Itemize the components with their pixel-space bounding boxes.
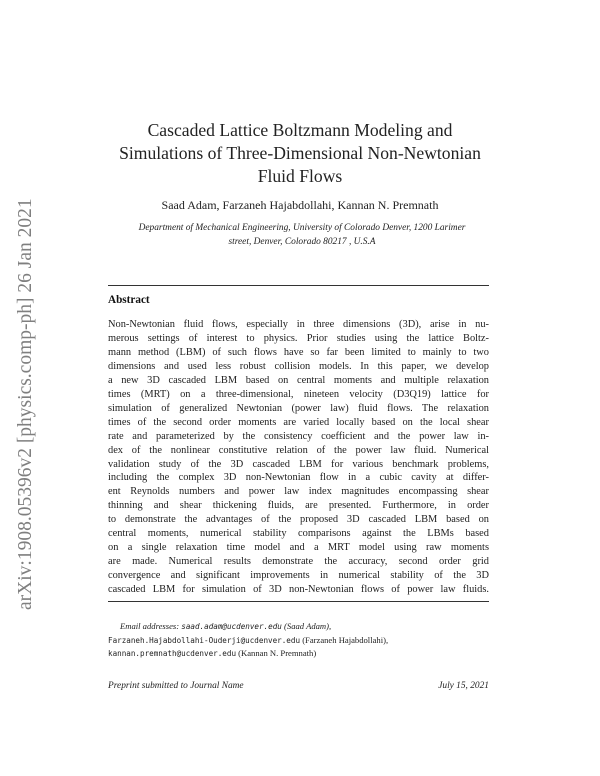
abstract-line: cascaded LBM for simulation of 3D non-Newtonian flows of power law fluids. [108, 584, 489, 596]
abstract-body [108, 318, 489, 597]
email-owner: (Farzaneh Hajabdollahi), [302, 634, 389, 645]
preprint-date: July 15, 2021 [438, 681, 489, 691]
title-line: Fluid Flows [257, 166, 343, 186]
email-link[interactable]: kannan.premnath@ucdenver.edu [108, 649, 237, 659]
abstract-line: times of the second order moments are varied locally based on the local shear [108, 416, 489, 428]
footnote-line [108, 634, 496, 648]
title-line: Cascaded Lattice Boltzmann Modeling and [147, 120, 453, 140]
affiliation [108, 221, 496, 249]
paper-title [100, 119, 500, 188]
abstract-line: validation study of the 3D cascaded LBM for various benchmark problems, [108, 458, 489, 470]
abstract-line: dex of the nonlinear constitutive relation of the power law fluid. Numerical [108, 444, 489, 456]
abstract-line: to demonstrate the advantages of the proposed 3D cascaded LBM based on [108, 514, 489, 526]
footnote-line [108, 620, 496, 634]
abstract-line: rate and parameterized by the consistency coefficient and the power law in- [108, 430, 489, 442]
footnote-rule [108, 601, 489, 602]
email-owner: (Saad Adam), [284, 621, 332, 631]
abstract-line: convergence and significant improvements in numerical stability of the 3D [108, 570, 489, 582]
footnote-line [108, 647, 496, 661]
abstract-line: mann method (LBM) of such flows have so far been limited to mainly to two [108, 346, 489, 358]
abstract-line: Non-Newtonian fluid flows, especially in three dimensions (3D), arise in nu- [108, 319, 489, 330]
abstract-line: thinning and shear thickening fluids, are presented. Furthermore, in order [108, 500, 489, 512]
email-owner: (Kannan N. Premnath) [238, 648, 317, 659]
email-footnote [108, 620, 496, 661]
abstract-line: a new 3D cascaded LBM based on central moments and multiple relaxation [108, 374, 489, 386]
abstract-line: ent Reynolds numbers and power law index magnitudes encompassing shear [108, 486, 489, 498]
affiliation-line: street, Denver, Colorado 80217 , U.S.A [228, 237, 376, 247]
author-list: Saad Adam, Farzaneh Hajabdollahi, Kannan N. Premnath [161, 198, 439, 212]
abstract-top-rule [108, 285, 489, 286]
email-link[interactable]: saad.adam@ucdenver.edu [181, 622, 282, 631]
preprint-note: Preprint submitted to Journal Name [108, 681, 244, 691]
affiliation-line: Department of Mechanical Engineering, University of Colorado Denver, 1200 Larimer [138, 223, 466, 233]
arxiv-identifier[interactable]: arXiv:1908.05396v2 [physics.comp-ph] 26 Jan 2021 [15, 198, 36, 610]
footnote-label: Email addresses: [120, 621, 180, 631]
abstract-line: simulation of generalized Newtonian (power law) fluid flows. The relaxation [108, 402, 489, 414]
email-link[interactable]: Farzaneh.Hajabdollahi-Ouderji@ucdenver.edu [108, 635, 301, 645]
abstract-line: central moments, numerical stability comparisons against the LBMs based [108, 528, 489, 540]
abstract-line: dimensions and used less robust collision models. In this paper, we develop [108, 360, 489, 372]
abstract-line: times (MRT) on a three-dimensional, nineteen velocity (D3Q19) lattice for [108, 388, 489, 400]
abstract-heading: Abstract [108, 294, 150, 306]
abstract-line: on a single relaxation time model and a MRT model using raw moments [108, 542, 489, 554]
title-line: Simulations of Three-Dimensional Non-Newtonian [119, 143, 481, 163]
abstract-line: merous settings of interest to physics. Prior studies using the lattice Boltz- [108, 332, 489, 344]
abstract-line: including the complex 3D non-Newtonian flow in a cubic cavity at differ- [108, 472, 489, 484]
abstract-line: are made. Numerical results demonstrate the accuracy, second order grid [108, 556, 489, 568]
